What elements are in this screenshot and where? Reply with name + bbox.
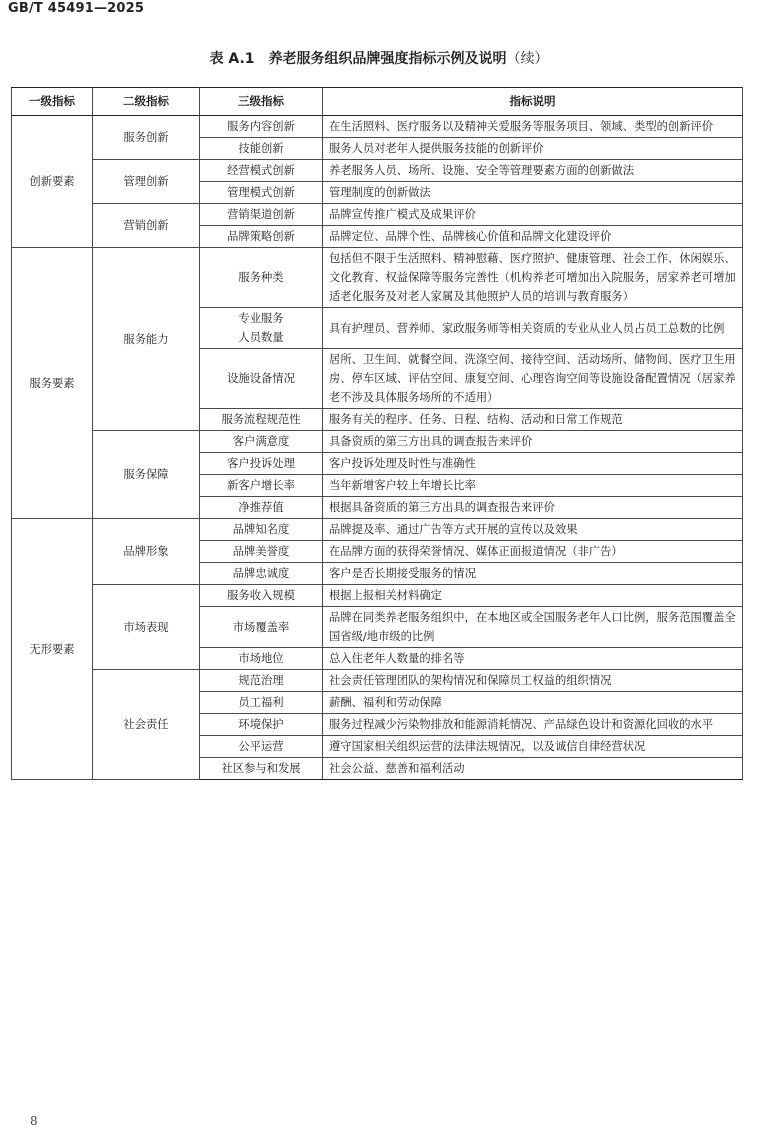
table-header-row bbox=[12, 88, 743, 116]
description-cell: 服务过程减少污染物排放和能源消耗情况、产品绿色设计和资源化回收的水平 bbox=[323, 714, 743, 736]
description-cell: 居所、卫生间、就餐空间、洗涤空间、接待空间、活动场所、储物间、医疗卫生用房、停车区域、评估空间、康复空间、心理咨询空间等设施设备配置情况（居家养老不涉及具体服务场所的不适用） bbox=[323, 349, 743, 409]
level3-cell: 服务内容创新 bbox=[200, 116, 323, 138]
header-level1: 一级指标 bbox=[12, 88, 93, 116]
level3-cell: 管理模式创新 bbox=[200, 182, 323, 204]
description-cell: 当年新增客户较上年增长比率 bbox=[323, 475, 743, 497]
description-cell: 品牌在同类养老服务组织中，在本地区或全国服务老年人口比例，服务范围覆盖全国省级/地市级的比例 bbox=[323, 607, 743, 648]
level2-cell: 服务能力 bbox=[93, 248, 200, 431]
table-body bbox=[12, 116, 743, 780]
level3-cell: 规范治理 bbox=[200, 670, 323, 692]
description-cell: 包括但不限于生活照料、精神慰藉、医疗照护、健康管理、社会工作、休闲娱乐、文化教育、权益保障等服务完善性（机构养老可增加出入院服务，居家养老可增加适老化服务及对老人家属及其他照护人员的培训与教育服务） bbox=[323, 248, 743, 308]
description-cell: 具备资质的第三方出具的调查报告来评价 bbox=[323, 431, 743, 453]
level3-cell: 新客户增长率 bbox=[200, 475, 323, 497]
level2-cell: 品牌形象 bbox=[93, 519, 200, 585]
description-cell: 品牌宣传推广模式及成果评价 bbox=[323, 204, 743, 226]
table-row bbox=[12, 585, 743, 607]
description-cell: 根据具备资质的第三方出具的调查报告来评价 bbox=[323, 497, 743, 519]
description-cell: 具有护理员、营养师、家政服务师等相关资质的专业从业人员占员工总数的比例 bbox=[323, 308, 743, 349]
table-row bbox=[12, 160, 743, 182]
level3-cell: 技能创新 bbox=[200, 138, 323, 160]
indicator-table bbox=[11, 87, 743, 780]
description-cell: 遵守国家相关组织运营的法律法规情况，以及诚信自律经营状况 bbox=[323, 736, 743, 758]
header-level2: 二级指标 bbox=[93, 88, 200, 116]
table-row bbox=[12, 116, 743, 138]
description-cell: 社会责任管理团队的架构情况和保障员工权益的组织情况 bbox=[323, 670, 743, 692]
level3-cell: 服务种类 bbox=[200, 248, 323, 308]
level2-cell: 社会责任 bbox=[93, 670, 200, 780]
description-cell: 品牌提及率、通过广告等方式开展的宣传以及效果 bbox=[323, 519, 743, 541]
level3-cell: 市场地位 bbox=[200, 648, 323, 670]
level1-cell: 服务要素 bbox=[12, 248, 93, 519]
level3-cell: 设施设备情况 bbox=[200, 349, 323, 409]
table-title bbox=[0, 48, 758, 68]
level2-cell: 营销创新 bbox=[93, 204, 200, 248]
level3-cell: 品牌知名度 bbox=[200, 519, 323, 541]
page-number: 8 bbox=[30, 1114, 38, 1128]
description-cell: 养老服务人员、场所、设施、安全等管理要素方面的创新做法 bbox=[323, 160, 743, 182]
level2-cell: 管理创新 bbox=[93, 160, 200, 204]
header-level3: 三级指标 bbox=[200, 88, 323, 116]
level3-cell: 品牌策略创新 bbox=[200, 226, 323, 248]
description-cell: 客户是否长期接受服务的情况 bbox=[323, 563, 743, 585]
level3-cell: 客户投诉处理 bbox=[200, 453, 323, 475]
level3-cell: 营销渠道创新 bbox=[200, 204, 323, 226]
table-row bbox=[12, 248, 743, 308]
description-cell: 品牌定位、品牌个性、品牌核心价值和品牌文化建设评价 bbox=[323, 226, 743, 248]
level1-cell: 无形要素 bbox=[12, 519, 93, 780]
document-code: GB/T 45491—2025 bbox=[8, 1, 145, 16]
level3-cell: 服务收入规模 bbox=[200, 585, 323, 607]
description-cell: 客户投诉处理及时性与准确性 bbox=[323, 453, 743, 475]
level3-cell: 服务流程规范性 bbox=[200, 409, 323, 431]
table-row bbox=[12, 519, 743, 541]
level3-cell: 社区参与和发展 bbox=[200, 758, 323, 780]
table-row bbox=[12, 204, 743, 226]
level2-cell: 市场表现 bbox=[93, 585, 200, 670]
table-row bbox=[12, 431, 743, 453]
table-title-text: 养老服务组织品牌强度指标示例及说明 bbox=[268, 51, 507, 67]
table-continued-mark: （续） bbox=[506, 51, 549, 67]
description-cell: 薪酬、福利和劳动保障 bbox=[323, 692, 743, 714]
header-description: 指标说明 bbox=[323, 88, 743, 116]
description-cell: 服务人员对老年人提供服务技能的创新评价 bbox=[323, 138, 743, 160]
description-cell: 服务有关的程序、任务、日程、结构、活动和日常工作规范 bbox=[323, 409, 743, 431]
level3-cell: 公平运营 bbox=[200, 736, 323, 758]
description-cell: 社会公益、慈善和福利活动 bbox=[323, 758, 743, 780]
level3-cell: 环境保护 bbox=[200, 714, 323, 736]
level1-cell: 创新要素 bbox=[12, 116, 93, 248]
level3-cell: 客户满意度 bbox=[200, 431, 323, 453]
description-cell: 在品牌方面的获得荣誉情况、媒体正面报道情况（非广告） bbox=[323, 541, 743, 563]
table-number: 表 A.1 bbox=[209, 51, 255, 67]
level3-cell: 品牌忠诚度 bbox=[200, 563, 323, 585]
table-row bbox=[12, 670, 743, 692]
level3-cell: 经营模式创新 bbox=[200, 160, 323, 182]
description-cell: 在生活照料、医疗服务以及精神关爱服务等服务项目、领域、类型的创新评价 bbox=[323, 116, 743, 138]
level3-cell: 净推荐值 bbox=[200, 497, 323, 519]
description-cell: 总入住老年人数量的排名等 bbox=[323, 648, 743, 670]
level2-cell: 服务创新 bbox=[93, 116, 200, 160]
level2-cell: 服务保障 bbox=[93, 431, 200, 519]
level3-cell: 员工福利 bbox=[200, 692, 323, 714]
level3-cell: 专业服务 人员数量 bbox=[200, 308, 323, 349]
description-cell: 根据上报相关材料确定 bbox=[323, 585, 743, 607]
level3-cell: 市场覆盖率 bbox=[200, 607, 323, 648]
description-cell: 管理制度的创新做法 bbox=[323, 182, 743, 204]
level3-cell: 品牌美誉度 bbox=[200, 541, 323, 563]
